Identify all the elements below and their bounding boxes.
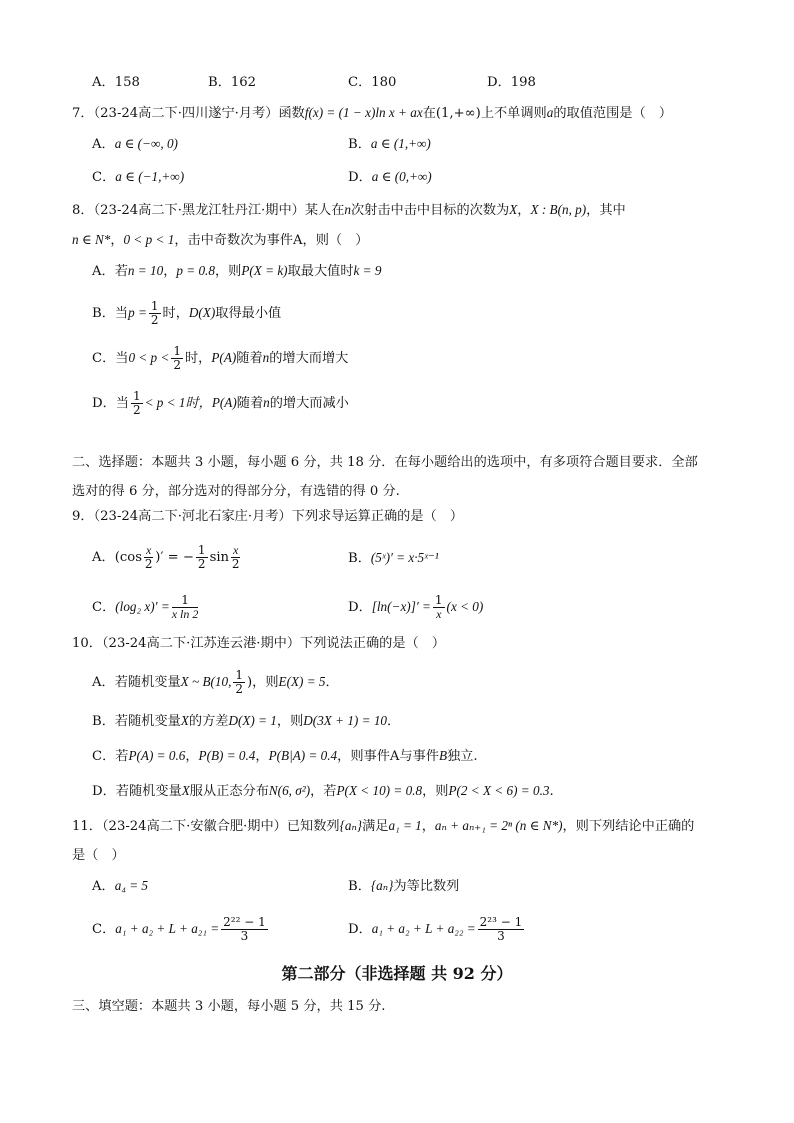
q8-distribution: X : B(n, p): [530, 202, 587, 217]
q7-option-b: [348, 134, 431, 155]
q11-b-label: B．: [348, 879, 371, 894]
q11-d-lhs: a₁ + a₂ + L + a₂₂ =: [371, 921, 476, 936]
q10-a-fraction: [233, 669, 245, 695]
q8-d-fraction: [131, 390, 143, 416]
q8-source: （23-24高二下·黑龙江牡丹江·期中）: [93, 203, 305, 218]
q9-a-frac1: [144, 544, 153, 570]
q9-a-frac1-num: x: [145, 543, 152, 558]
q7-b-label: B．: [348, 137, 371, 152]
q11-a1: a₁ = 1: [388, 818, 422, 833]
q8-a-n: n = 10: [127, 263, 164, 278]
q7-a-label: A．: [92, 137, 115, 152]
q7-number: 7．: [72, 106, 94, 121]
q11-stem-b: 满足: [362, 819, 389, 834]
q8-number: 8．: [72, 203, 94, 218]
q11-d-label: D．: [348, 922, 372, 937]
q11-d-num: 2²³ − 1: [479, 915, 523, 930]
q11-c-den: 3: [240, 929, 249, 943]
q10-c-b: B: [439, 748, 448, 763]
q10-a-den: 2: [235, 682, 244, 696]
q10-c-pa: P(A) = 0.6: [128, 748, 186, 763]
q8-b-dx: D(X): [188, 305, 216, 320]
q8-d-n: n: [263, 395, 270, 410]
q8-x: X: [509, 202, 518, 217]
q10-c-s1: ，: [185, 749, 199, 764]
q11-a-value: a₄ = 5: [114, 878, 148, 893]
q10-a-mid: ，则: [252, 675, 279, 690]
q7-stem-d: 的取值范围是（ ）: [553, 106, 673, 121]
q8-a-px: P(X = k): [241, 263, 288, 278]
q8-c-frac-num: 1: [173, 344, 181, 359]
q8-d-end: 的增大而减小: [269, 396, 349, 411]
q10-a-num: 1: [235, 668, 244, 683]
q11-d-den: 3: [497, 929, 505, 943]
q8-c-pa: P(A): [211, 350, 237, 365]
q9-option-a: [92, 540, 242, 576]
q10-a-pre: A．若随机变量: [92, 675, 181, 690]
q10-option-a: [92, 664, 339, 701]
q8-option-a: [92, 261, 381, 282]
q11-stem-line2: 是（ ）: [72, 848, 125, 863]
q8-option-d: [92, 386, 349, 421]
q9-d-label: D．: [348, 600, 372, 615]
q8-c-end: 的增大而增大: [269, 351, 349, 366]
q11-c-label: C．: [92, 922, 116, 937]
q7-source: （23-24高二下·四川遂宁·月考）: [93, 106, 279, 121]
q8-option-c: [92, 341, 348, 376]
q10-b-dx: D(X) = 1: [228, 713, 277, 728]
q10-c-mid: ，则事件A与事件: [337, 749, 439, 764]
q8-a-p: p = 0.8: [176, 263, 215, 278]
q10-d-mid: 服从正态分布: [189, 784, 269, 799]
q8-c-cond: 0 < p <: [128, 350, 170, 365]
q8-a-mid: ，则: [214, 264, 242, 279]
q7-option-c: [92, 167, 184, 188]
q10-d-s1: ，若: [310, 784, 337, 799]
q7-d-label: D．: [348, 170, 372, 185]
q11-source: （23-24高二下·安徽合肥·期中）: [101, 819, 287, 834]
q8-stem-b: 次射击中击中目标的次数为: [350, 203, 510, 218]
q8-stem-line2: [72, 230, 368, 251]
q10-b-mid: 的方差: [188, 714, 229, 729]
q8-d-frac-num: 1: [132, 389, 141, 404]
q9-c-label: C．: [92, 600, 116, 615]
q8-c-mid: 时，: [185, 351, 212, 366]
q8-a-end: 取最大值时: [287, 264, 354, 279]
q8-d-frac-den: 2: [132, 403, 141, 417]
q11-number: 11．: [72, 819, 102, 834]
q8-c-sui: 随着: [236, 351, 263, 366]
section3-heading: 三、填空题：本题共 3 小题，每小题 5 分，共 15 分.: [72, 999, 386, 1014]
q8-stem-end: ，击中奇数次为事件A，则（ ）: [174, 233, 369, 248]
q11-b-seq: {aₙ}: [370, 878, 394, 893]
q11-stem-c: ，: [421, 819, 435, 834]
q8-stem-a: 某人在: [304, 203, 345, 218]
part2-title: 第二部分（非选择题 共 92 分）: [281, 964, 513, 983]
q9-a-frac3-num: x: [233, 543, 239, 558]
q9-d-num: 1: [434, 593, 443, 608]
section2-line1: 二、选择题：本题共 3 小题，每小题 6 分，共 18 分．在每小题给出的选项中，有多项符合题目要求．全部: [72, 455, 698, 470]
q9-d-tail: (x < 0): [446, 599, 484, 614]
q10-b-then: ，则: [276, 714, 304, 729]
q9-option-d: [348, 589, 483, 626]
q9-option-b: [348, 548, 439, 569]
q10-c-end: 独立.: [447, 749, 478, 764]
q7-stem-a: 函数: [278, 106, 305, 121]
q10-option-b: [92, 711, 400, 732]
q7-a-value: a ∈ (−∞, 0): [114, 136, 178, 151]
q10-option-c: [92, 746, 478, 767]
q11-stem-d: ，则下列结论中正确的: [562, 819, 695, 834]
q11-option-a: [92, 876, 148, 897]
q10-stem-text: 下列说法正确的是（ ）: [300, 636, 446, 651]
q10-b-x: X: [180, 713, 189, 728]
q9-a-frac1-den: 2: [144, 557, 153, 571]
q11-c-fraction: [221, 916, 268, 942]
q6-option-b: B．162: [208, 75, 257, 90]
q6-option-a: A．158: [92, 75, 140, 90]
q8-a-k: k = 9: [353, 263, 382, 278]
q7-stem-b: 在: [422, 106, 436, 121]
q11-b-value: 为等比数列: [393, 879, 460, 894]
q11-recurrence: aₙ + aₙ₊₁ = 2ⁿ (n ∈ N*): [434, 818, 563, 833]
q9-a-sin: sin: [209, 550, 230, 565]
q8-n-domain: n ∈ N*: [72, 232, 111, 247]
q8-b-p: p =: [128, 305, 147, 320]
q8-stem-c: ，: [517, 203, 531, 218]
q10-option-d: [92, 781, 554, 802]
q10-d-end: .: [549, 784, 554, 799]
q11-c-num: 2²² − 1: [223, 915, 266, 930]
q6-option-d: D．198: [487, 75, 536, 90]
q9-a-frac2-num: 1: [197, 543, 206, 558]
q8-b-end: 取得最小值: [215, 306, 282, 321]
q8-d-cond: < p < 1时，: [144, 395, 212, 410]
q10-d-normal: N(6, σ²): [268, 783, 311, 798]
q8-b-frac-den: 2: [150, 313, 159, 327]
q6-option-c: C．180: [348, 75, 397, 90]
q8-n: n: [344, 202, 351, 217]
q8-stem-d: ，其中: [586, 203, 626, 218]
q10-d-p1: P(X < 10) = 0.8: [336, 783, 423, 798]
q9-stem-text: 下列求导运算正确的是（ ）: [291, 509, 464, 524]
q9-d-den: x: [436, 607, 442, 621]
q11-seq: {aₙ}: [339, 818, 363, 833]
q8-b-fraction: [149, 300, 161, 326]
q9-d-lhs: [ln(−x)]′ =: [371, 599, 431, 614]
q9-c-fraction: [172, 594, 199, 620]
q11-stem-a: 已知数列: [286, 819, 340, 834]
q8-c-n: n: [262, 350, 270, 365]
q10-b-end: ．: [387, 714, 401, 729]
q7-c-value: a ∈ (−1,+∞): [115, 169, 185, 184]
q8-p-range: 0 < p < 1: [123, 232, 175, 247]
q9-b-value: (5ˣ)′ = x·5ˣ⁻¹: [370, 550, 439, 565]
q8-sep: ，: [110, 233, 124, 248]
q11-option-d: [348, 910, 526, 949]
q11-a-label: A．: [92, 879, 115, 894]
q8-c-frac-den: 2: [173, 358, 181, 372]
q10-b-res: D(3X + 1) = 10: [303, 713, 388, 728]
q9-a-frac3: [231, 544, 240, 570]
q10-number: 10．: [72, 636, 102, 651]
q9-c-den: x ln 2: [171, 607, 199, 621]
q8-d-pa: P(A): [211, 395, 237, 410]
q9-c-lhs: (log₂ x)′ =: [115, 599, 170, 614]
q11-stem-line1: [72, 816, 694, 837]
q8-d-pre: D．当: [92, 396, 129, 411]
q9-d-fraction: [433, 594, 445, 620]
q11-option-b: [348, 876, 459, 897]
q7-b-value: a ∈ (1,+∞): [370, 136, 431, 151]
q8-a-pre: A．若: [92, 264, 128, 279]
q8-a-sep: ，: [163, 264, 177, 279]
q7-stem: [72, 103, 672, 124]
q10-c-pba: P(B|A) = 0.4: [268, 748, 338, 763]
q8-c-fraction: [171, 345, 183, 371]
q8-stem-line1: [72, 200, 626, 221]
q8-b-mid: 时，: [162, 306, 189, 321]
q7-stem-c: 上不单调则: [480, 106, 547, 121]
q9-a-label: A．: [92, 550, 115, 565]
q8-option-b: [92, 296, 281, 331]
q9-a-frac2: [196, 544, 208, 570]
q9-source: （23-24高二下·河北石家庄·月考）: [93, 509, 292, 524]
q10-d-pre: D．若随机变量: [92, 784, 182, 799]
q10-c-s2: ，: [255, 749, 269, 764]
q7-option-d: [348, 167, 432, 188]
q9-a-frac3-den: 2: [231, 557, 240, 571]
q9-stem: [72, 507, 463, 527]
q10-c-pb: P(B) = 0.4: [198, 748, 256, 763]
q10-d-p2: P(2 < X < 6) = 0.3: [448, 783, 550, 798]
q7-function: f(x) = (1 − x)ln x + ax: [304, 105, 423, 120]
q10-a-dist: X ~ B(10,: [180, 674, 232, 689]
q9-number: 9．: [72, 509, 94, 524]
q7-interval: (1,+∞): [435, 106, 481, 121]
q9-option-c: [92, 589, 200, 626]
q8-b-pre: B．当: [92, 306, 129, 321]
q10-b-pre: B．若随机变量: [92, 714, 181, 729]
q11-c-lhs: a₁ + a₂ + L + a₂₁ =: [115, 921, 220, 936]
q10-d-s2: ，则: [422, 784, 449, 799]
q7-option-a: [92, 134, 178, 155]
q10-source: （23-24高二下·江苏连云港·期中）: [101, 636, 301, 651]
q11-option-c: [92, 910, 270, 949]
q9-b-label: B．: [348, 551, 371, 566]
q9-c-num: 1: [172, 594, 199, 608]
section2-line2: 选对的得 6 分，部分选对的得部分分，有选错的得 0 分.: [72, 484, 400, 499]
q7-d-value: a ∈ (0,+∞): [371, 169, 432, 184]
q10-d-x: X: [181, 783, 190, 798]
q7-c-label: C．: [92, 170, 116, 185]
q8-d-sui: 随着: [236, 396, 264, 411]
q11-d-fraction: [478, 916, 525, 942]
q10-c-pre: C．若: [92, 749, 129, 764]
q8-b-frac-num: 1: [150, 299, 159, 314]
q9-a-lhs: (cos: [114, 550, 142, 565]
q9-a-lhs-end: )′ = −: [155, 550, 194, 565]
q8-c-pre: C．当: [92, 351, 129, 366]
q10-stem: [72, 634, 445, 654]
q10-a-ex: E(X) = 5: [278, 674, 326, 689]
q7-var: a: [546, 105, 554, 120]
q9-a-frac2-den: 2: [197, 557, 206, 571]
q10-a-close: ): [247, 675, 253, 690]
q10-a-end: ．: [325, 675, 339, 690]
